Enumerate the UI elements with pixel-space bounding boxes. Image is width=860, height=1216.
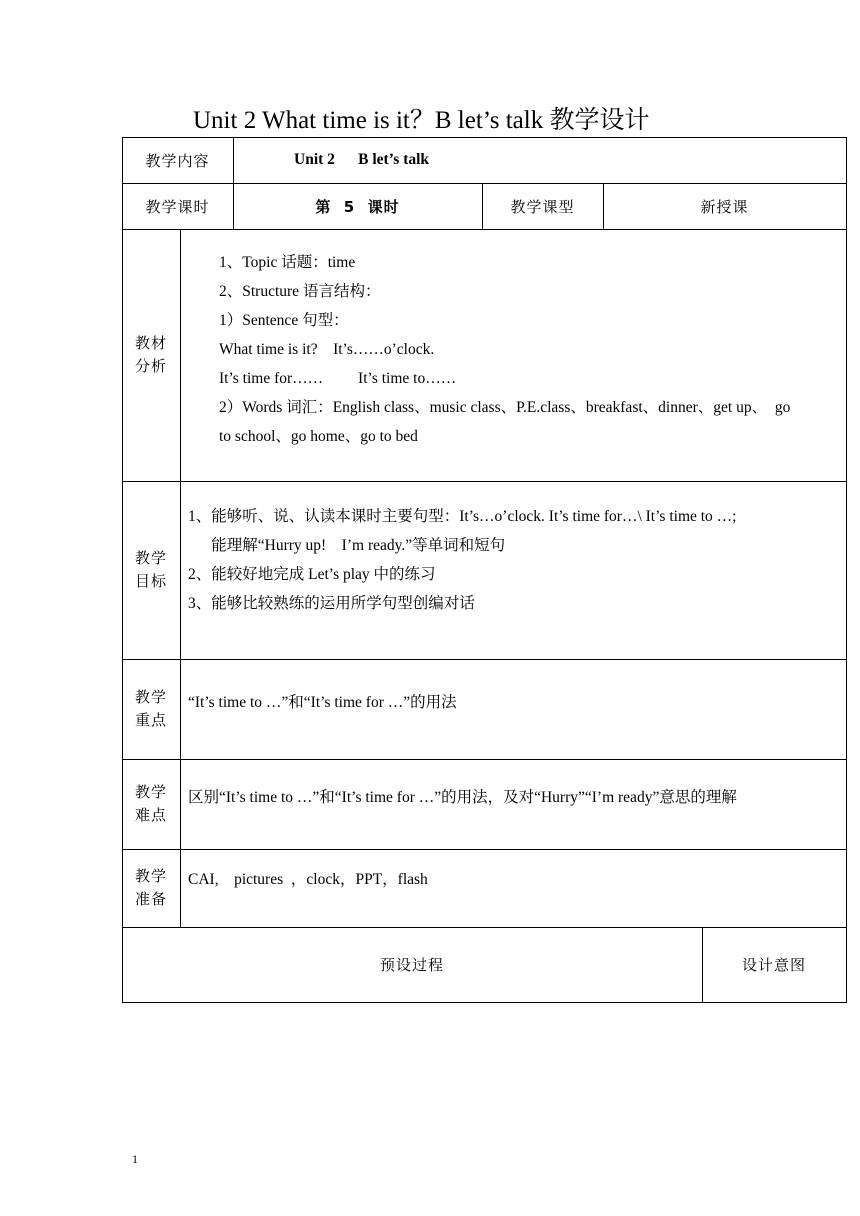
document-title: Unit 2 What time is it？B let’s talk 教学设计 (193, 107, 650, 134)
objective-line: 3、能够比较熟练的运用所学句型创编对话 (188, 595, 475, 612)
page-number: 1 (132, 1152, 138, 1166)
objectives-label (122, 481, 180, 659)
analysis-label-line2: 分析 (134, 357, 167, 375)
objectives-label-line1: 教学 (134, 549, 167, 567)
lesson-type-value: 新授课 (700, 197, 749, 216)
preparation-text: CAI, pictures ，clock，PPT，flash (188, 870, 428, 888)
preparation-label-line1: 教学 (134, 867, 167, 885)
analysis-content (219, 248, 839, 451)
lesson-plan-table (122, 137, 847, 1003)
analysis-line: What time is it? It’s……o’clock. (219, 341, 435, 358)
difficulties-text: 区别“It’s time to …”和“It’s time for …”的用法，及对“Hurry”“I’m ready”意思的理解 (188, 788, 737, 806)
period-label: 教学课时 (145, 197, 210, 216)
objectives-label-line2: 目标 (134, 572, 167, 590)
analysis-line: It’s time for…… It’s time to…… (219, 370, 457, 387)
difficulties-label-line1: 教学 (134, 783, 167, 801)
preparation-label-line2: 准备 (134, 890, 167, 908)
objective-line: 能理解“Hurry up! I’m ready.”等单词和短句 (188, 537, 506, 554)
key-points-label-line2: 重点 (134, 711, 167, 729)
preparation-label (122, 849, 180, 927)
difficulties-label (122, 759, 180, 849)
key-points-text: “It’s time to …”和“It’s time for …”的用法 (188, 693, 457, 711)
content-value: Unit 2 B let’s talk (294, 151, 430, 168)
analysis-line: 1）Sentence 句型： (219, 312, 349, 329)
objective-line: 1、能够听、说、认读本课时主要句型：It’s…o’clock. It’s time for…\ It’s time to …; (188, 508, 737, 525)
difficulties-label-line2: 难点 (134, 806, 167, 824)
process-header: 预设过程 (379, 956, 444, 974)
analysis-line: 1、Topic 话题：time (219, 254, 356, 271)
key-points-label (122, 659, 180, 759)
analysis-line: 2）Words 词汇：English class、music class、P.E.class、breakfast、dinner、get up、 go (219, 399, 791, 416)
period-value: 第 5 课时 (315, 197, 400, 216)
lesson-type-label: 教学课型 (510, 197, 575, 216)
objective-line: 2、能较好地完成 Let’s play 中的练习 (188, 566, 436, 583)
content-label: 教学内容 (145, 151, 210, 170)
key-points-label-line1: 教学 (134, 688, 167, 706)
design-intent-header: 设计意图 (741, 956, 806, 974)
analysis-line: 2、Structure 语言结构： (219, 283, 381, 300)
analysis-label-line1: 教材 (134, 334, 167, 352)
objectives-content (188, 502, 840, 618)
analysis-label (122, 229, 180, 481)
analysis-line: to school、go home、go to bed (219, 428, 418, 445)
